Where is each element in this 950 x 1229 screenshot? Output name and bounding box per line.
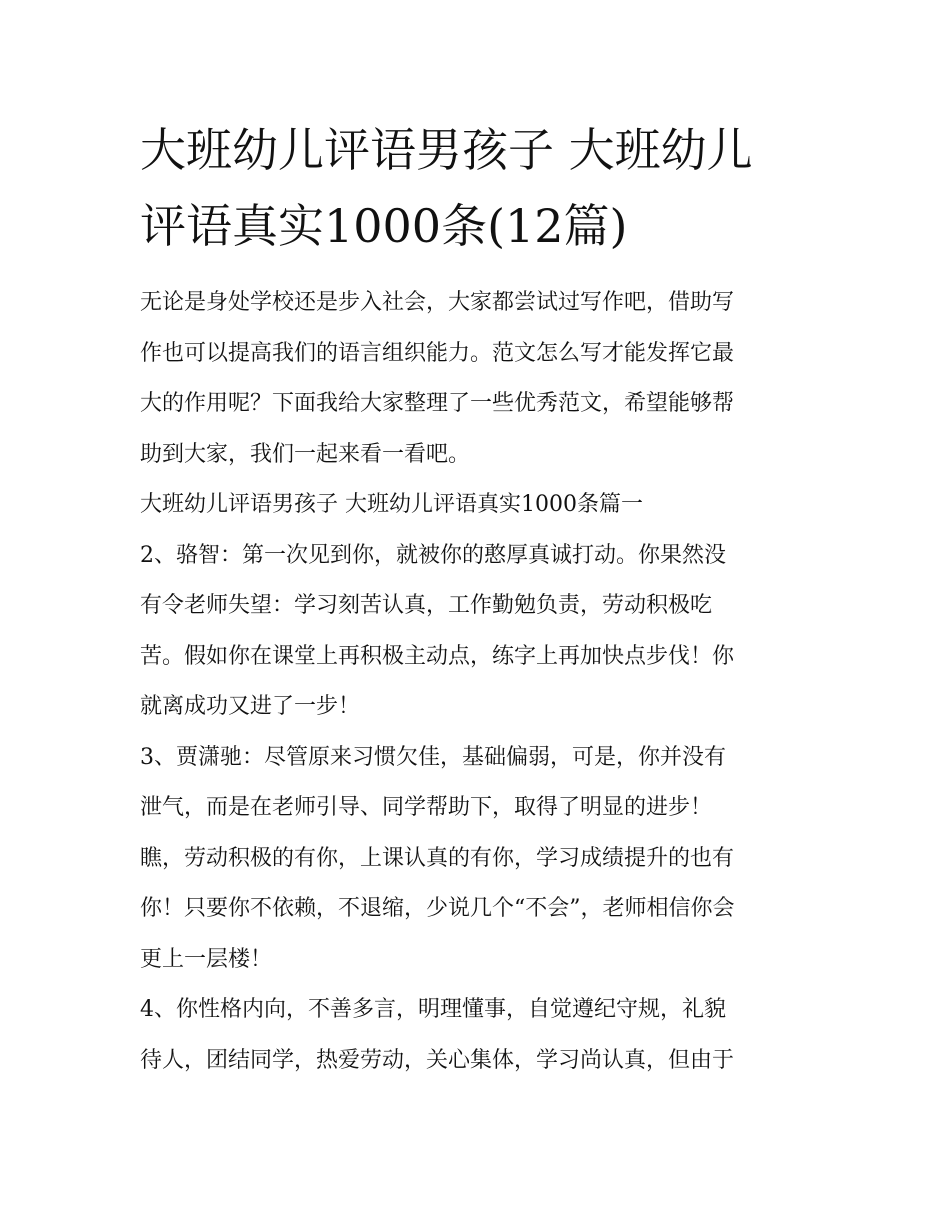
comment-paragraph-2: 2、骆智：第一次见到你，就被你的憨厚真诚打动。你果然没 有令老师失望：学习刻苦认真，工作勤勉负责，劳动积极吃 苦。假如你在课堂上再积极主动点，练字上再加快点步伐！你 就离成功又进了一步！ <box>140 542 735 719</box>
document-body <box>140 278 815 1086</box>
document-title: 大班幼儿评语男孩子 大班幼儿 评语真实1000条(12篇) <box>140 123 753 253</box>
document-page <box>140 112 815 1086</box>
comment-paragraph-4: 4、你性格内向，不善多言，明理懂事，自觉遵纪守规，礼貌 待人，团结同学，热爱劳动，关心集体，学习尚认真，但由于 <box>140 997 735 1073</box>
intro-paragraph: 无论是身处学校还是步入社会，大家都尝试过写作吧，借助写 作也可以提高我们的语言组织能力。范文怎么写才能发挥它最 大的作用呢？下面我给大家整理了一些优秀范文，希望能够帮 助到大家，我们一起来看一看吧。 <box>140 290 735 467</box>
section-heading: 大班幼儿评语男孩子 大班幼儿评语真实1000条篇一 <box>140 492 643 517</box>
comment-paragraph-3: 3、贾潇驰：尽管原来习惯欠佳，基础偏弱，可是，你并没有 泄气，而是在老师引导、同学帮助下，取得了明显的进步！ 瞧，劳动积极的有你，上课认真的有你，学习成绩提升的也有 你！只要你不依赖，不退缩，少说几个“不会”，老师相信你会 更上一层楼！ <box>140 744 735 972</box>
